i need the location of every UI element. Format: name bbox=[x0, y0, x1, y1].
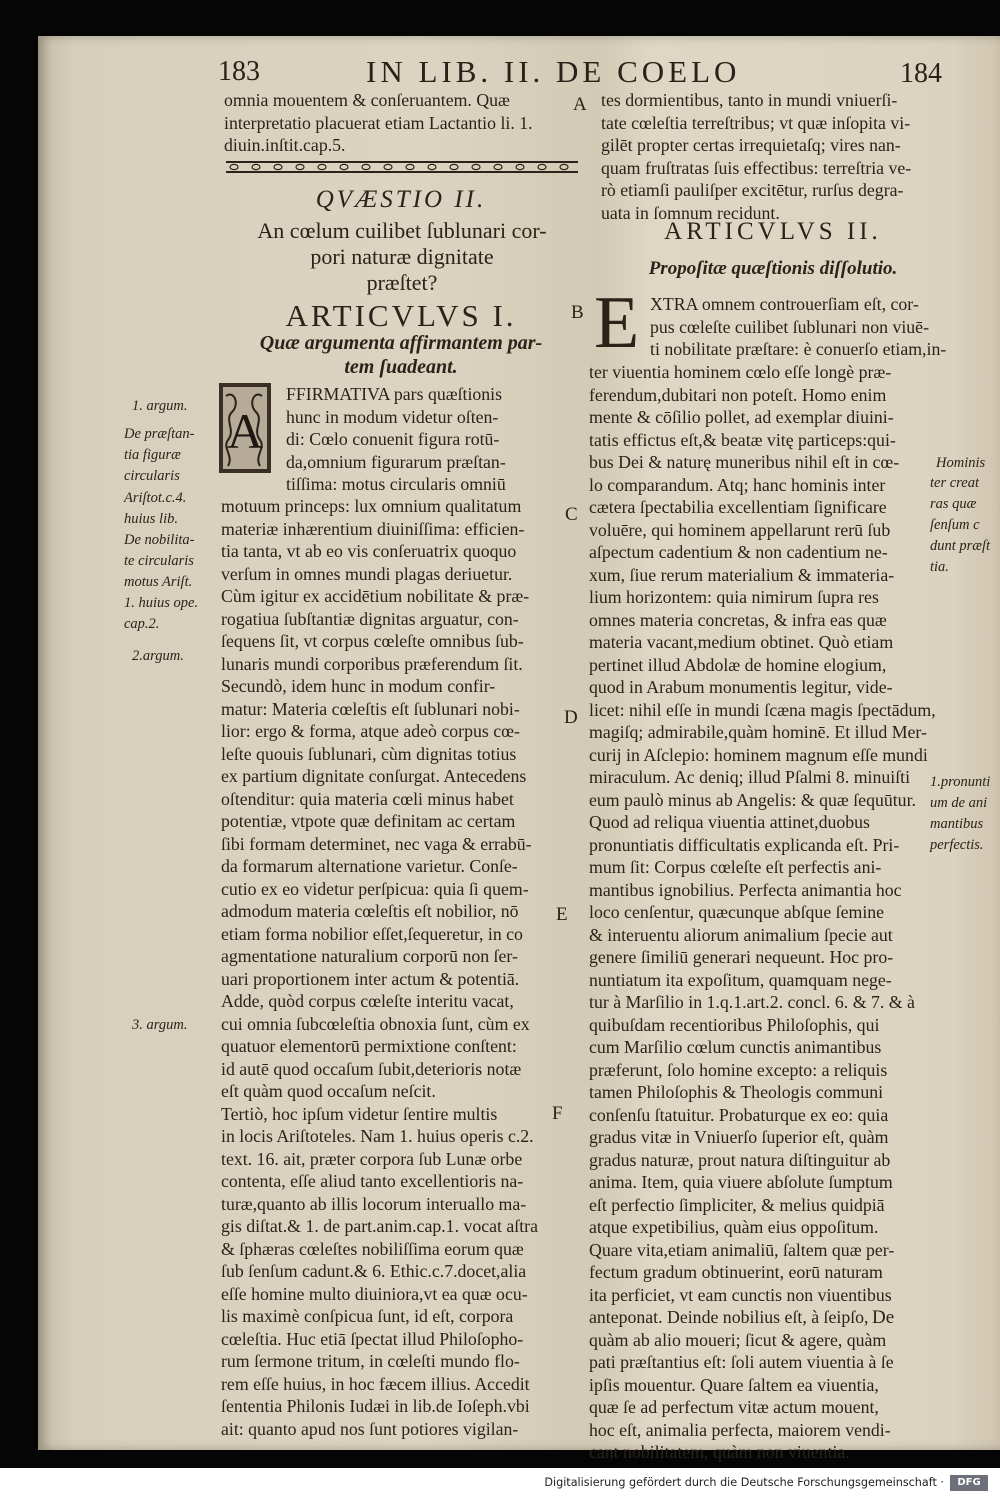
margin-note: 2.argum. bbox=[132, 648, 184, 664]
text-line: cui omnia ſubcœleſtia obnoxia ſunt, cùm ex bbox=[221, 1013, 530, 1034]
text-line: cum Marſilio cœlum cunctis animantibus bbox=[589, 1037, 882, 1057]
text-line: etiam forma nobilior eſſet,ſequeretur, in co bbox=[221, 923, 523, 944]
text-line: quam fruſtratas ſuis effectibus: terreſtria ve- bbox=[601, 157, 912, 178]
margin-note: ter creat bbox=[930, 475, 979, 491]
margin-note: tia figuræ bbox=[124, 447, 181, 463]
text-line: ter viuentia hominem cœlo eſſe longè præ- bbox=[589, 362, 892, 382]
left-page-number: 183 bbox=[218, 56, 260, 87]
text-line: XTRA omnem controuerſiam eſt, cor- bbox=[650, 294, 919, 314]
text-line: hoc eſt, animalia perfecta, maiorem vendi- bbox=[589, 1419, 891, 1440]
article-subtitle-line: tem ſuadeant. bbox=[344, 356, 458, 378]
text-line: eſt perfectio ſimpliciter, & melius quidpiā bbox=[589, 1194, 885, 1215]
text-line: id autē quod occaſum ſubit,deterioris notæ bbox=[221, 1058, 522, 1079]
text-line: Quare vita,etiam animaliū, ſaltem quæ per- bbox=[589, 1239, 895, 1260]
margin-note: circularis bbox=[124, 468, 180, 484]
text-line: materia vacant,medium obtinet. Quò etiam bbox=[589, 632, 894, 652]
text-line: quatuor elementorū permixtione conſtent: bbox=[221, 1036, 517, 1056]
question-title-line: pori naturæ dignitate bbox=[310, 244, 494, 269]
text-line: motuum princeps: lux omnium qualitatum bbox=[221, 496, 522, 516]
text-line: pronuntiatis difficultatis explicanda eſt. Pri- bbox=[589, 834, 900, 855]
text-line: FFIRMATIVA pars quæſtionis bbox=[286, 384, 503, 404]
text-line: pus cœleſte cuilibet ſublunari non viuē- bbox=[650, 316, 929, 337]
text-line: miraculum. Ac deniq; illud Pſalmi 8. minuiſti bbox=[589, 767, 911, 787]
text-line: aſpectum cadentium & non cadentium ne- bbox=[589, 542, 888, 562]
margin-note: te circularis bbox=[124, 553, 194, 569]
text-line: tia tanta, vt ab eo vis conſeruatrix quoquo bbox=[221, 541, 517, 561]
text-line: eſſe homine multo diuiniora,vt ea quæ ocu- bbox=[221, 1283, 528, 1304]
margin-note: mantibus bbox=[930, 816, 984, 832]
text-line: da,omnium figurarum præſtan- bbox=[286, 451, 506, 472]
text-line: anteponat. Deinde nobilius eſt, à ſeipſo, bbox=[589, 1307, 869, 1327]
text-line: ſibi formam determinet, nec vaga & errabū- bbox=[221, 833, 532, 854]
text-line: ex partium dignitate conſurgat. Antecedens bbox=[221, 766, 527, 786]
text-line: admodum materia cœleſtis eſt nobilior, nō bbox=[221, 901, 519, 921]
text-line: interpretatio placuerat etiam Lactantio li. 1. bbox=[224, 112, 533, 133]
catchword: De bbox=[872, 1307, 895, 1328]
text-line: hunc in modum videtur oſten- bbox=[286, 406, 499, 427]
margin-note: um de ani bbox=[930, 795, 988, 811]
text-line: matur: Materia cœleſtis eſt ſublunari nobi- bbox=[221, 698, 520, 719]
text-line: mente & cōſilio pollet, ad exemplar diuini- bbox=[589, 407, 894, 427]
text-line: tur à Marſilio in 1.q.1.art.2. concl. 6. & 7. & à bbox=[589, 992, 915, 1012]
text-line: eſt quàm quod occaſum neſcit. bbox=[221, 1081, 436, 1101]
text-line: ſequens ſit, vt corpus cœleſte omnibus ſub- bbox=[221, 631, 524, 651]
margin-note: motus Ariſt. bbox=[124, 574, 193, 590]
margin-note: huius lib. bbox=[124, 511, 178, 527]
article-two-subtitle: Propoſitæ quæſtionis diſſolutio. bbox=[648, 258, 898, 279]
margin-note: 1. argum. bbox=[132, 398, 188, 414]
text-line: Cùm igitur ex accidētium nobilitate & præ- bbox=[221, 586, 530, 606]
text-line: da formarum alternatione varietur. Conſe- bbox=[221, 856, 518, 876]
text-line: oſtenditur: quia materia cœli minus habet bbox=[221, 788, 514, 809]
text-line: ti nobilitate præſtare: è conuerſo etiam,in- bbox=[650, 339, 947, 359]
text-line: bus Dei & naturę muneribus nihil eſt in cœ- bbox=[589, 452, 900, 472]
text-line: Secundò, idem hunc in modum confir- bbox=[221, 676, 496, 696]
margin-note: De præſtan- bbox=[124, 426, 195, 442]
text-line: tes dormientibus, tanto in mundi vniuerſi- bbox=[601, 90, 898, 110]
text-line: ipſis mouentur. Quare ſaltem ea viuentia, bbox=[589, 1374, 879, 1395]
text-line: contenta, eſſe aliud tanto excellentioris na- bbox=[221, 1171, 524, 1191]
ornamental-rule bbox=[226, 160, 578, 174]
text-line: gradus vitæ in Vniuerſo ſuperior eſt, quàm bbox=[589, 1127, 889, 1147]
margin-note: 3. argum. bbox=[132, 1017, 188, 1033]
text-line: tatis effictus eſt,& beatæ vitę particeps:qui- bbox=[589, 429, 896, 450]
text-line: curij in Aſclepio: hominem magnum eſſe mundi bbox=[589, 744, 928, 765]
text-line: ſub ſenſum cadunt.& 6. Ethic.c.7.docet,alia bbox=[221, 1261, 527, 1281]
text-line: voluēre, qui hominem appellarunt rerū ſub bbox=[589, 519, 891, 540]
text-line: magiſq; admirabile,quàm hominē. Et illud Mer- bbox=[589, 722, 927, 742]
text-line: quibuſdam recentioribus Philoſophis, qui bbox=[589, 1014, 880, 1035]
dfg-logo: DFG bbox=[950, 1475, 988, 1491]
text-line: mantibus ignobilius. Perfecta animantia hoc bbox=[589, 879, 902, 900]
section-letter: C bbox=[565, 504, 578, 525]
text-line: omnia mouentem & conſeruantem. Quæ bbox=[224, 90, 510, 110]
text-line: verſum in omnes mundi plagas deriuetur. bbox=[221, 563, 513, 584]
margin-note: 1. huius ope. bbox=[124, 595, 199, 611]
text-line: conſenſu ſtatuitur. Probaturque ex eo: quia bbox=[589, 1104, 889, 1125]
margin-note: cap.2. bbox=[124, 616, 160, 632]
text-line: in locis Ariſtoteles. Nam 1. huius operis c.2. bbox=[221, 1126, 534, 1146]
text-line: lunaris mundi corporibus præferendum ſit. bbox=[221, 653, 523, 674]
text-line: cætera ſpectabilia excellentiam ſignificare bbox=[589, 497, 887, 517]
text-line: tamen Philoſophis & Theologis communi bbox=[589, 1082, 884, 1102]
text-line: lior: ergo & forma, atque adeò corpus cœ- bbox=[221, 721, 520, 741]
decorated-initial bbox=[218, 382, 272, 474]
text-line: pati præſtantius eſt: ſoli autem viuentia à ſe bbox=[589, 1352, 894, 1372]
right-page-number: 184 bbox=[900, 58, 942, 89]
margin-note: Ariſtot.c.4. bbox=[124, 490, 187, 506]
text-line: agmentatione naturalium corporū non ſer- bbox=[221, 946, 518, 966]
text-line: text. 16. ait, præter corpora ſub Lunæ orbe bbox=[221, 1148, 523, 1169]
article-subtitle-line: Quæ argumenta affirmantem par- bbox=[259, 332, 543, 354]
margin-note: dunt præſt bbox=[930, 538, 991, 554]
digitization-footer bbox=[0, 1468, 1000, 1500]
text-line: & ſphæras cœleſtes nobiliſſima eorum quæ bbox=[221, 1238, 524, 1259]
text-line: rum ſermone tritum, in cœleſti mundo flo- bbox=[221, 1351, 520, 1371]
text-line: gilēt propter certas irrequietaſq; vires nan- bbox=[601, 135, 901, 155]
section-letter: D bbox=[564, 707, 578, 728]
section-letter: A bbox=[573, 94, 587, 115]
text-line: uari proportionem inter actum & potentiā. bbox=[221, 968, 520, 989]
margin-note: 1.pronunti bbox=[930, 774, 991, 790]
svg-text:A: A bbox=[226, 403, 264, 459]
text-line: diuin.inſtit.cap.5. bbox=[224, 135, 346, 155]
running-title: IN LIB. II. DE COELO bbox=[366, 54, 741, 89]
text-line: Adde, quòd corpus cœleſte interitu vacat, bbox=[221, 991, 514, 1011]
text-line: quod in Arabum monumentis legitur, vide- bbox=[589, 677, 893, 697]
text-line: pertinet illud Abdolæ de homine elogium, bbox=[589, 654, 887, 675]
margin-note: ras quæ bbox=[930, 496, 977, 512]
text-line: lium horizontem: quia nimirum ſupra res bbox=[589, 587, 879, 607]
text-line: ita perficiet, vt eam cunctis non viuentibus bbox=[589, 1284, 892, 1305]
margin-note: De nobilita- bbox=[124, 532, 195, 548]
text-line: rem eſſe huius, in hoc fæcem illius. Accedit bbox=[221, 1373, 530, 1394]
article-one-heading: ARTICVLVS I. bbox=[285, 298, 517, 333]
margin-note: ſenſum c bbox=[930, 517, 980, 533]
text-line: gis diſtat.& 1. de part.anim.cap.1. vocat aſtra bbox=[221, 1216, 538, 1236]
question-title-line: præſtet? bbox=[366, 270, 438, 295]
text-line: rò etiamſi pauliſper excitētur, rurſus degra- bbox=[601, 180, 904, 200]
text-line: rogatiua ſubſtantiæ dignitas arguatur, con- bbox=[221, 608, 519, 629]
text-line: ait: quanto apud nos ſunt potiores vigilan- bbox=[221, 1418, 519, 1439]
text-line: atque expetibilius, quàm eius oppoſitum. bbox=[589, 1217, 879, 1237]
section-letter: E bbox=[556, 904, 568, 925]
text-line: loco cenſentur, quæcunque abſque ſemine bbox=[589, 902, 885, 922]
margin-note: perfectis. bbox=[930, 837, 984, 853]
article-two-heading: ARTICVLVS II. bbox=[664, 218, 882, 245]
section-letter: B bbox=[571, 302, 584, 323]
text-line: lis maximè conſpicua ſunt, id eſt, corpora bbox=[221, 1306, 514, 1326]
text-line: materiæ inhærentium diuiniſſima: efficien- bbox=[221, 518, 525, 539]
question-title-line: An cœlum cuilibet ſublunari cor- bbox=[257, 218, 547, 243]
text-line: ſententia Philonis Iudæi in lib.de Ioſeph.vbi bbox=[221, 1396, 530, 1416]
right-drop-cap: E bbox=[594, 282, 640, 364]
text-line: nuntiatum ita expoſitum, quamquam nege- bbox=[589, 969, 892, 990]
text-line: gradus naturæ, prout natura diſtinguitur ab bbox=[589, 1149, 891, 1170]
margin-note: tia. bbox=[930, 559, 949, 575]
text-line: licet: nihil eſſe in mundi ſcæna magis ſpectādum, bbox=[589, 699, 936, 720]
section-letter: F bbox=[552, 1103, 563, 1124]
text-line: uata in ſomnum recidunt. bbox=[601, 202, 780, 223]
text-line: eum paulò minus ab Angelis: & quæ ſequūtur. bbox=[589, 789, 916, 810]
text-line: cant nobilitatem, quàm non viuentia. bbox=[589, 1442, 850, 1462]
question-label: QVÆSTIO II. bbox=[315, 186, 487, 213]
margin-note: Hominis bbox=[936, 455, 986, 471]
footer-credit: Digitalisierung gefördert durch die Deutsche Forschungsgemeinschaft · bbox=[544, 1476, 944, 1489]
text-line: quæ ſe ad perfectum vitæ actum mouent, bbox=[589, 1397, 879, 1417]
text-line: præferunt, ſolo homine excepto: a reliquis bbox=[589, 1059, 888, 1080]
text-line: turæ,quanto ab illis locorum interuallo ma- bbox=[221, 1193, 527, 1214]
text-line: anima. Item, quia viuere abſolute ſumptum bbox=[589, 1172, 893, 1192]
text-line: di: Cœlo conuenit figura rotū- bbox=[286, 429, 500, 449]
text-line: & interuentu aliorum animalium ſpecie aut bbox=[589, 924, 893, 945]
text-line: quàm ab alio moueri; ſicut & agere, quàm bbox=[589, 1329, 887, 1350]
text-line: ferendum,dubitari non poteſt. Homo enim bbox=[589, 384, 887, 405]
text-line: tiſſima: motus circularis omniū bbox=[286, 474, 506, 494]
text-line: tate cœleſtia terreſtribus; vt quæ inſopita vi- bbox=[601, 112, 911, 133]
text-line: potentiæ, vtpote quæ definitam ac certam bbox=[221, 811, 516, 831]
text-line: Tertiò, hoc ipſum videtur ſentire multis bbox=[221, 1103, 498, 1124]
text-line: Quod ad reliqua viuentia attinet,duobus bbox=[589, 812, 870, 832]
text-line: lo comparandum. Atq; hanc hominis inter bbox=[589, 474, 886, 495]
text-line: fectum gradum obtinuerint, eorū naturam bbox=[589, 1262, 883, 1282]
text-line: leſte quouis ſublunari, cùm dignitas totius bbox=[221, 743, 517, 764]
text-line: cutio ex eo videtur perſpicua: quia ſi quem- bbox=[221, 878, 529, 899]
text-line: omnes materia concretas, & infra eas quæ bbox=[589, 609, 887, 630]
text-line: cœleſtia. Huc etiā ſpectat illud Philoſopho- bbox=[221, 1328, 524, 1349]
text-line: genere ſimiliū generari nequeunt. Hoc pro- bbox=[589, 947, 894, 967]
text-line: xum, ſiue rerum materialium & immateria- bbox=[589, 564, 895, 585]
text-line: mum ſit: Corpus cœleſte eſt perfectis ani- bbox=[589, 857, 882, 877]
